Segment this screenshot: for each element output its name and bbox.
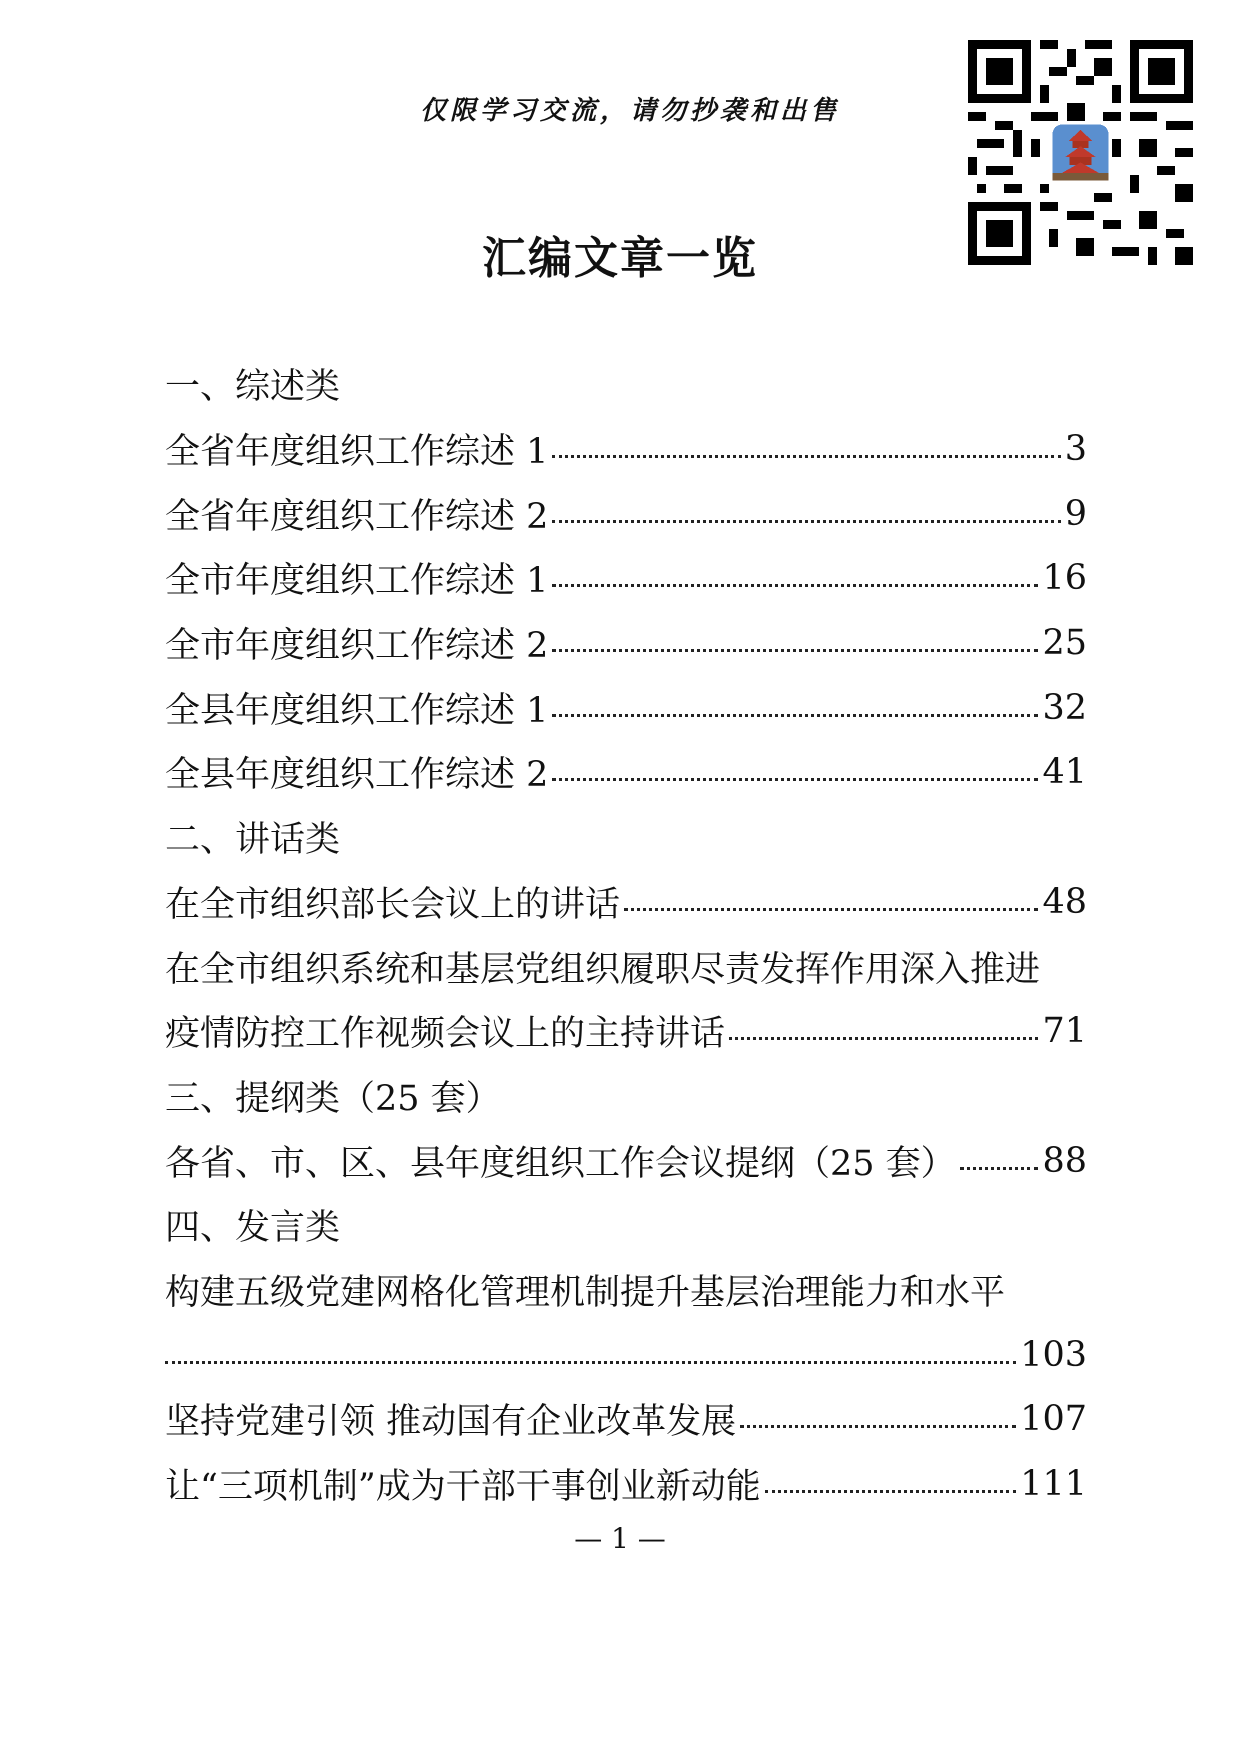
page-title: 汇编文章一览	[482, 233, 758, 284]
toc-entry-line	[165, 1258, 1087, 1323]
dot-leader	[740, 1390, 1016, 1428]
toc-entry[interactable]	[165, 999, 1087, 1064]
section-title: 三、提纲类（25 套）	[165, 1078, 501, 1119]
entry-page-number: 107	[1020, 1399, 1087, 1440]
toc-entry[interactable]	[165, 1452, 1087, 1517]
dot-leader	[552, 549, 1038, 587]
toc-entry[interactable]	[165, 417, 1087, 482]
entry-title: 全市年度组织工作综述 1	[165, 561, 549, 602]
toc-entry[interactable]	[165, 546, 1087, 611]
toc-entry[interactable]	[165, 675, 1087, 740]
entry-title: 在全市组织系统和基层党组织履职尽责发挥作用深入推进	[165, 949, 1041, 990]
section-title: 四、发言类	[165, 1208, 341, 1249]
toc-entry[interactable]	[165, 481, 1087, 546]
toc-section-heading	[165, 805, 1087, 870]
toc-entry-line	[165, 934, 1087, 999]
toc-entry[interactable]	[165, 870, 1087, 935]
entry-title: 疫情防控工作视频会议上的主持讲话	[165, 1014, 726, 1055]
dot-leader	[552, 485, 1060, 523]
entry-title: 全市年度组织工作综述 2	[165, 626, 549, 667]
toc-section-heading	[165, 1064, 1087, 1129]
entry-title: 全县年度组织工作综述 1	[165, 690, 549, 731]
dot-leader	[165, 1326, 1016, 1364]
entry-page-number: 3	[1064, 429, 1087, 470]
entry-page-number: 16	[1042, 558, 1087, 599]
dot-leader	[960, 1132, 1039, 1170]
dot-leader	[765, 1455, 1016, 1493]
entry-page-number: 48	[1042, 881, 1087, 922]
entry-page-number: 32	[1042, 687, 1087, 728]
entry-title: 在全市组织部长会议上的讲话	[165, 884, 621, 925]
entry-title: 各省、市、区、县年度组织工作会议提纲（25 套）	[165, 1143, 956, 1184]
entry-page-number: 88	[1042, 1140, 1087, 1181]
entry-page-number: 103	[1020, 1334, 1087, 1375]
watermark-notice: 仅限学习交流，请勿抄袭和出售	[420, 96, 841, 126]
toc-section-heading	[165, 352, 1087, 417]
entry-title: 全省年度组织工作综述 2	[165, 496, 549, 537]
entry-page-number: 71	[1042, 1011, 1087, 1052]
dot-leader	[729, 1002, 1038, 1040]
toc-entry[interactable]	[165, 1387, 1087, 1452]
entry-title: 让“三项机制”成为干部干事创业新动能	[165, 1467, 761, 1508]
toc-entry[interactable]	[165, 740, 1087, 805]
toc-entry[interactable]	[165, 611, 1087, 676]
entry-title: 构建五级党建网格化管理机制提升基层治理能力和水平	[165, 1272, 1006, 1313]
entry-title: 全省年度组织工作综述 1	[165, 432, 549, 473]
entry-page-number: 41	[1042, 752, 1087, 793]
dot-leader	[624, 873, 1038, 911]
section-title: 一、综述类	[165, 367, 341, 408]
section-title: 二、讲话类	[165, 820, 341, 861]
entry-title: 全县年度组织工作综述 2	[165, 755, 549, 796]
dot-leader	[552, 743, 1038, 781]
entry-page-number: 25	[1042, 623, 1087, 664]
toc-section-heading	[165, 1193, 1087, 1258]
entry-title: 坚持党建引领 推动国有企业改革发展	[165, 1402, 737, 1443]
toc-entry[interactable]	[165, 1128, 1087, 1193]
dot-leader	[552, 679, 1038, 717]
entry-page-number: 111	[1020, 1464, 1087, 1505]
dot-leader	[552, 614, 1038, 652]
dot-leader	[552, 420, 1060, 458]
page-number: — 1 —	[574, 1522, 666, 1555]
entry-page-number: 9	[1064, 493, 1087, 534]
table-of-contents	[165, 352, 1087, 1516]
toc-entry-continuation	[165, 1322, 1087, 1387]
